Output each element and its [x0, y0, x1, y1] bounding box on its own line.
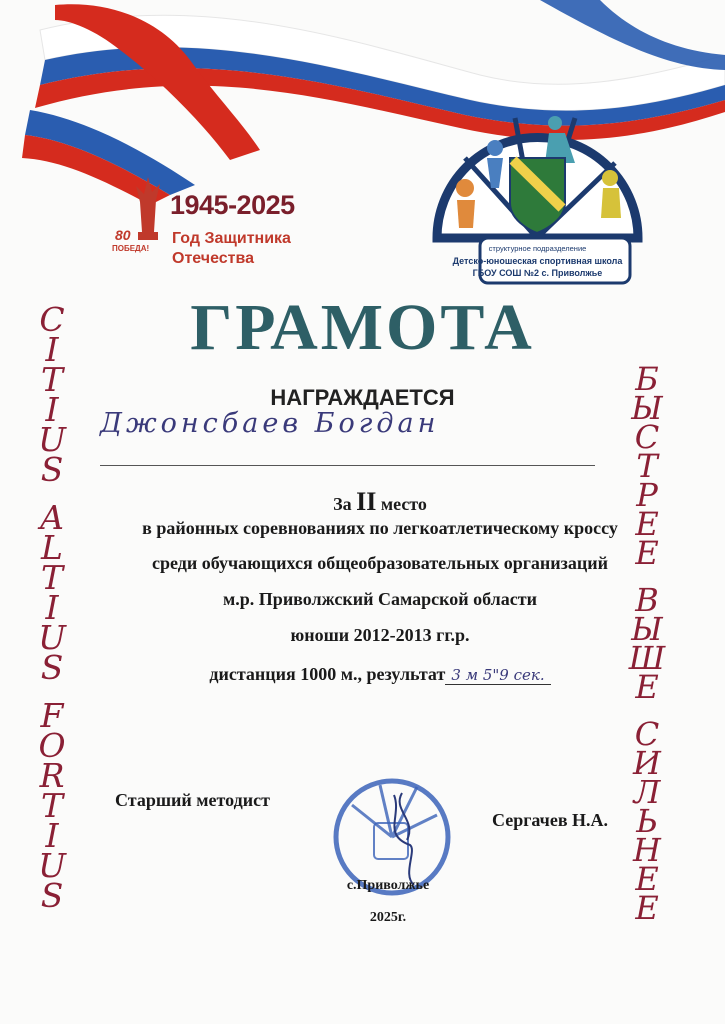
motto-left-letter: I	[45, 816, 59, 855]
victory-label: ПОБЕДА!	[112, 244, 150, 253]
emblem-line3: ГБОУ СОШ №2 с. Приволжье	[472, 268, 603, 278]
motto-right-letter: С	[634, 418, 660, 456]
motto-right-letter: Т	[636, 447, 658, 485]
place-roman: II	[356, 487, 377, 516]
motto-right-letter: Ы	[631, 389, 663, 427]
motto-right-letter: Е	[635, 534, 659, 572]
motto-left-letter: S	[40, 450, 64, 489]
anniversary-line2: Отечества	[172, 250, 255, 267]
motto-left-letter: A	[40, 498, 64, 537]
motto-left-letter: U	[38, 846, 66, 885]
signer-role: Старший методист	[115, 790, 270, 810]
anniversary-line1: Год Защитника	[172, 230, 291, 247]
motto-left-word	[28, 498, 76, 687]
event-line3: м.р. Приволжский Самарской области	[223, 589, 537, 609]
motto-left-letter: L	[41, 528, 63, 567]
motto-right-letter: Ы	[631, 610, 663, 648]
motto-left-letter: C	[39, 300, 65, 339]
motto-left-letter: S	[40, 648, 64, 687]
motto-right-word	[622, 715, 672, 927]
certificate-title: ГРАМОТА	[190, 291, 535, 364]
awarded-heading: НАГРАЖДАЕТСЯ	[270, 385, 455, 410]
motto-left-word	[28, 696, 76, 915]
motto-left-letter: I	[45, 330, 59, 369]
anniversary-logo	[110, 172, 310, 272]
anniversary-years: 1945-2025	[170, 190, 295, 220]
motto-left-letter: R	[39, 756, 65, 795]
motto-right-letter: Е	[635, 668, 659, 706]
year-label: 2025г.	[369, 910, 407, 925]
motto-right-letter: Е	[635, 860, 659, 898]
event-line4: юноши 2012-2013 гг.р.	[290, 625, 470, 645]
motto-left-letter: S	[40, 876, 64, 915]
motto-right-letter: Р	[636, 476, 658, 514]
motto-left-letter: F	[40, 696, 64, 735]
sports-school-emblem	[425, 88, 650, 298]
motto-left-letter: T	[40, 360, 63, 399]
place-line	[100, 487, 660, 517]
event-line1: в районных соревнованиях по легкоатлетическому кроссу	[142, 518, 618, 538]
city-label: с.Приволжье	[346, 878, 430, 893]
motto-left-letter: U	[38, 420, 66, 459]
motto-left-letter: T	[40, 786, 63, 825]
recipient-underline	[100, 465, 595, 466]
motto-right-letter: Е	[635, 889, 659, 927]
motto-right-letter: Ь	[636, 802, 658, 840]
motto-right-letter: С	[634, 715, 660, 753]
victory-number: 80	[115, 227, 131, 243]
motto-right-letter: Б	[635, 360, 659, 398]
motto-right-letter: Ш	[628, 639, 666, 677]
motto-left-letter: T	[40, 558, 63, 597]
motto-right-letter: Н	[633, 831, 661, 869]
place-suffix: место	[380, 494, 427, 514]
result-value: 3 м 5"9 сек.	[445, 666, 550, 685]
motto-left-letter: O	[38, 726, 66, 765]
motto-left-letter: I	[45, 390, 59, 429]
emblem-line2: Детско-юношеская спортивная школа	[452, 256, 623, 266]
motto-right-letter: Л	[633, 773, 661, 811]
motto-right-letter: И	[633, 744, 661, 782]
emblem-line1: структурное подразделение	[488, 244, 587, 253]
result-prefix: дистанция 1000 м., результат	[209, 664, 446, 684]
motto-right-letter: Е	[635, 505, 659, 543]
result-line	[100, 664, 660, 685]
motto-left-letter: U	[38, 618, 66, 657]
recipient-name: Джонсбаев Богдан	[100, 408, 440, 439]
motto-left-letter: I	[45, 588, 59, 627]
signer-name: Сергачев Н.А.	[492, 810, 609, 830]
motto-right-letter: В	[635, 581, 659, 619]
event-line2: среди обучающихся общеобразовательных организаций	[151, 553, 608, 573]
place-prefix: За	[333, 494, 352, 514]
